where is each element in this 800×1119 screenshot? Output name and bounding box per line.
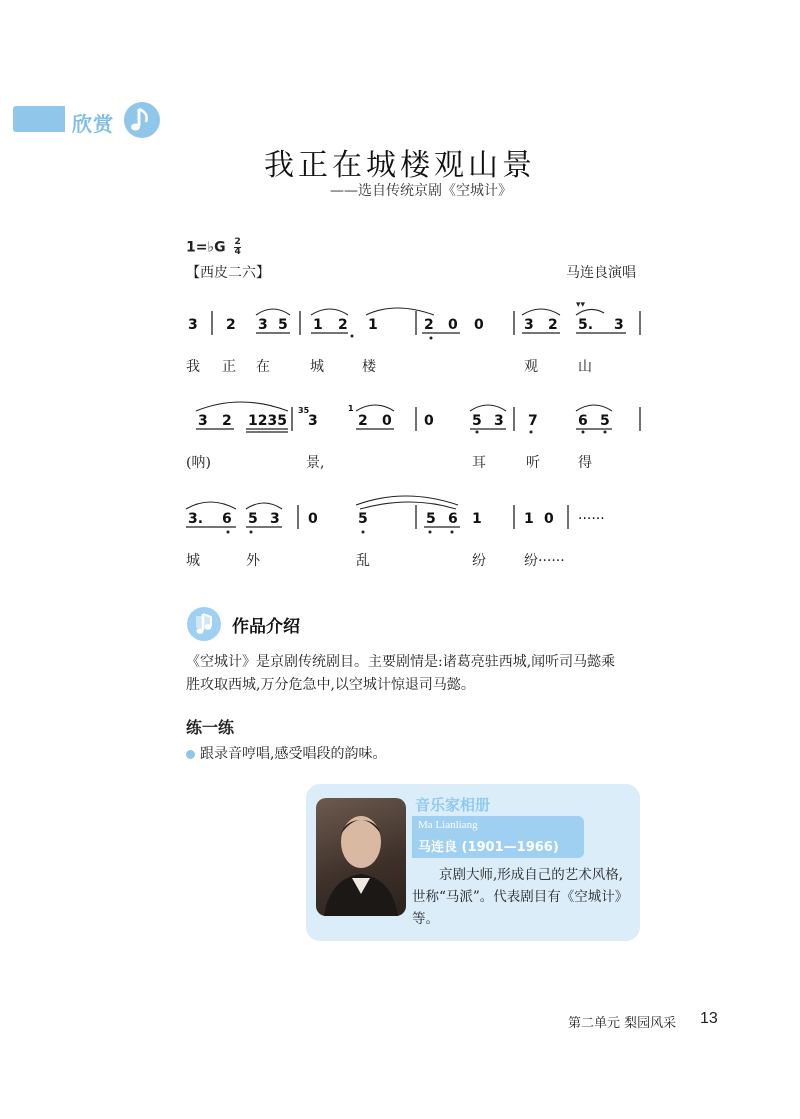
note: 5: [426, 511, 436, 527]
note: 3: [188, 317, 198, 333]
note: 3.: [188, 511, 204, 527]
lyric: 得: [578, 455, 592, 471]
bullet-icon: [186, 750, 195, 759]
lyric: 在: [256, 359, 270, 375]
key-signature: [186, 238, 241, 257]
note: 0: [424, 413, 434, 429]
note: 0: [474, 317, 484, 333]
singer-credit: 马连良演唱: [566, 265, 636, 281]
note: 2: [338, 317, 348, 333]
note: 1: [472, 511, 482, 527]
grace-note: 35: [298, 406, 310, 415]
note: 2: [226, 317, 236, 333]
section-tag-bar: [13, 106, 65, 132]
note: 1: [313, 317, 323, 333]
lyric: (呐): [186, 455, 211, 471]
musician-name-en: Ma Lianliang: [418, 819, 478, 831]
lyric: 我: [186, 359, 200, 375]
note: 0: [448, 317, 458, 333]
note: 3: [494, 413, 504, 429]
note: 7: [528, 413, 538, 429]
lyric: 耳: [472, 455, 486, 471]
note: 5: [600, 413, 610, 429]
lyric: 观: [524, 359, 538, 375]
note: 3: [198, 413, 208, 429]
note: 5.: [578, 317, 594, 333]
practice-item: [186, 743, 386, 763]
svg-text:▾▾: ▾▾: [576, 300, 586, 310]
intro-heading: 作品介绍: [232, 617, 300, 637]
time-bottom: 4: [234, 247, 241, 257]
lyric: 外: [246, 553, 260, 569]
note: 0: [544, 511, 554, 527]
note: 3: [270, 511, 280, 527]
lyric: 正: [222, 359, 236, 375]
note: 3: [308, 413, 318, 429]
album-heading: 音乐家相册: [415, 796, 491, 814]
note: 2: [548, 317, 558, 333]
unit-title: 第二单元 梨园风采: [568, 1016, 677, 1031]
practice-heading: 练一练: [186, 718, 235, 737]
note: 5: [248, 511, 258, 527]
intro-text: 《空城计》是京剧传统剧目。主要剧情是:诸葛亮驻西城,闻听司马懿乘胜攻取西城,万分危急中,以空城计惊退司马懿。: [186, 654, 616, 693]
note: 5: [278, 317, 288, 333]
lyric: 城: [186, 553, 200, 569]
musician-name-cn: 马连良 (1901—1966): [418, 840, 559, 855]
music-note-icon: [186, 606, 222, 642]
musician-portrait: [316, 798, 406, 916]
note: 0: [308, 511, 318, 527]
lyric: 纷······: [524, 553, 565, 569]
note: 3: [524, 317, 534, 333]
tempo-mark: 【西皮二六】: [186, 265, 270, 281]
lyric: 景,: [306, 455, 325, 471]
lyric: 城: [310, 359, 324, 375]
section-tag-label: 欣赏: [72, 112, 114, 136]
lyric: 纷: [472, 553, 486, 569]
practice-item-text: 跟录音哼唱,感受唱段的韵味。: [200, 746, 387, 762]
note: 5: [472, 413, 482, 429]
note: 2: [358, 413, 368, 429]
jianpu-score: [180, 295, 650, 585]
note: 1: [368, 317, 378, 333]
time-signature: [234, 238, 240, 257]
note: 6: [448, 511, 458, 527]
note: 1: [524, 511, 534, 527]
musician-bio: 京剧大师,形成自己的艺术风格,世称“马派”。代表剧目有《空城计》等。: [412, 867, 629, 927]
note: 2: [424, 317, 434, 333]
note: 2: [222, 413, 232, 429]
lyric: 山: [578, 359, 592, 375]
lyric: 听: [526, 455, 540, 471]
note: 1235: [248, 413, 287, 429]
page-number: 13: [700, 1010, 718, 1027]
note: 3: [614, 317, 624, 333]
lyric: 乱: [356, 553, 370, 569]
note: 5: [358, 511, 368, 527]
song-subtitle: ——选自传统京剧《空城计》: [330, 183, 512, 199]
note: 0: [382, 413, 392, 429]
key-label: 1=♭G: [186, 239, 226, 256]
song-title: 我正在城楼观山景: [264, 148, 536, 183]
music-note-icon: [122, 100, 162, 140]
note: 6: [222, 511, 232, 527]
lyric: 楼: [362, 359, 376, 375]
time-top: 2: [234, 237, 241, 247]
note: ······: [578, 511, 605, 527]
note: 3: [258, 317, 268, 333]
grace-note: 1: [348, 404, 354, 413]
note: 6: [578, 413, 588, 429]
